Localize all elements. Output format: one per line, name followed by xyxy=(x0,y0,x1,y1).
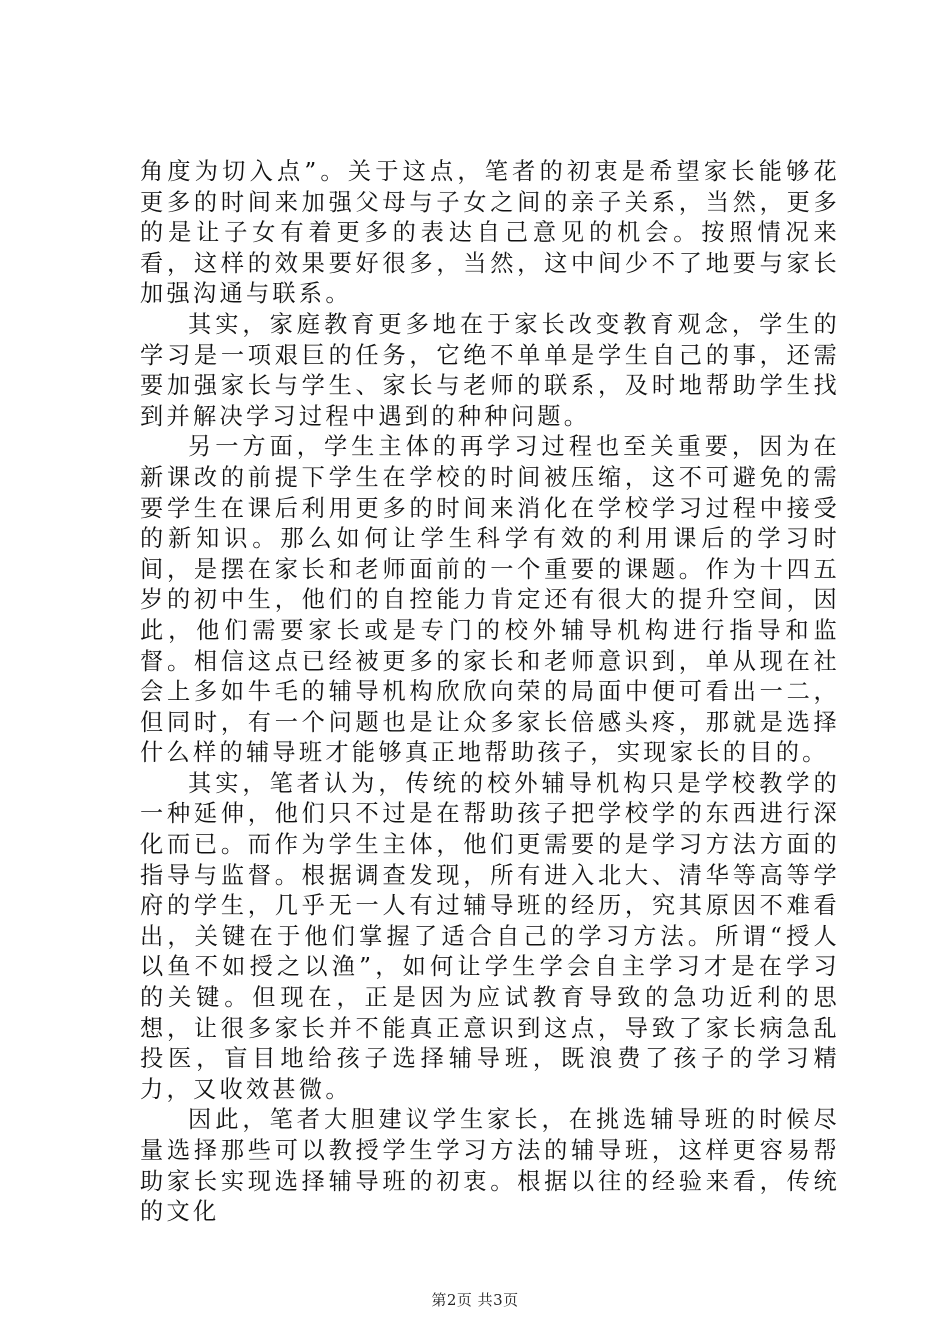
paragraph-family-education: 其实，家庭教育更多地在于家长改变教育观念，学生的学习是一项艰巨的任务，它绝不单单是学生自己的事，还需要加强家长与学生、家长与老师的联系，及时地帮助学生找到并解决学习过程中遇到的种种问题。 xyxy=(140,310,840,430)
paragraph-suggestion: 因此，笔者大胆建议学生家长，在挑选辅导班的时候尽量选择那些可以教授学生学习方法的辅导班，这样更容易帮助家长实现选择辅导班的初衷。根据以往的经验来看，传统的文化 xyxy=(140,1106,840,1226)
paragraph-student-relearning: 另一方面，学生主体的再学习过程也至关重要，因为在新课改的前提下学生在学校的时间被压缩，这不可避免的需要学生在课后利用更多的时间来消化在学校学习过程中接受的新知识。那么如何让学生科学有效的利用课后的学习时间，是摆在家长和老师面前的一个重要的课题。作为十四五岁的初中生，他们的自控能力肯定还有很大的提升空间，因此，他们需要家长或是专门的校外辅导机构进行指导和监督。相信这点已经被更多的家长和老师意识到，单从现在社会上多如牛毛的辅导机构欣欣向荣的局面中便可看出一二，但同时，有一个问题也是让众多家长倍感头疼，那就是选择什么样的辅导班才能够真正地帮助孩子，实现家长的目的。 xyxy=(140,433,840,767)
paragraph-tutoring-institutions: 其实，笔者认为，传统的校外辅导机构只是学校教学的一种延伸，他们只不过是在帮助孩子把学校学的东西进行深化而已。而作为学生主体，他们更需要的是学习方法方面的指导与监督。根据调查发现，所有进入北大、清华等高等学府的学生，几乎无一人有过辅导班的经历，究其原因不难看出，关键在于他们掌握了适合自己的学习方法。所谓“授人以鱼不如授之以渔”，如何让学生学会自主学习才是在学习的关键。但现在，正是因为应试教育导致的急功近利的思想，让很多家长并不能真正意识到这点，导致了家长病急乱投医，盲目地给孩子选择辅导班，既浪费了孩子的学习精力，又收效甚微。 xyxy=(140,769,840,1103)
page-number-footer: 第2页 共3页 xyxy=(431,1291,519,1309)
document-body xyxy=(140,157,840,1228)
paragraph-continuation: 角度为切入点”。关于这点，笔者的初衷是希望家长能够花更多的时间来加强父母与子女之间的亲子关系，当然，更多的是让子女有着更多的表达自己意见的机会。按照情况来看，这样的效果要好很多，当然，这中间少不了地要与家长加强沟通与联系。 xyxy=(140,158,840,308)
